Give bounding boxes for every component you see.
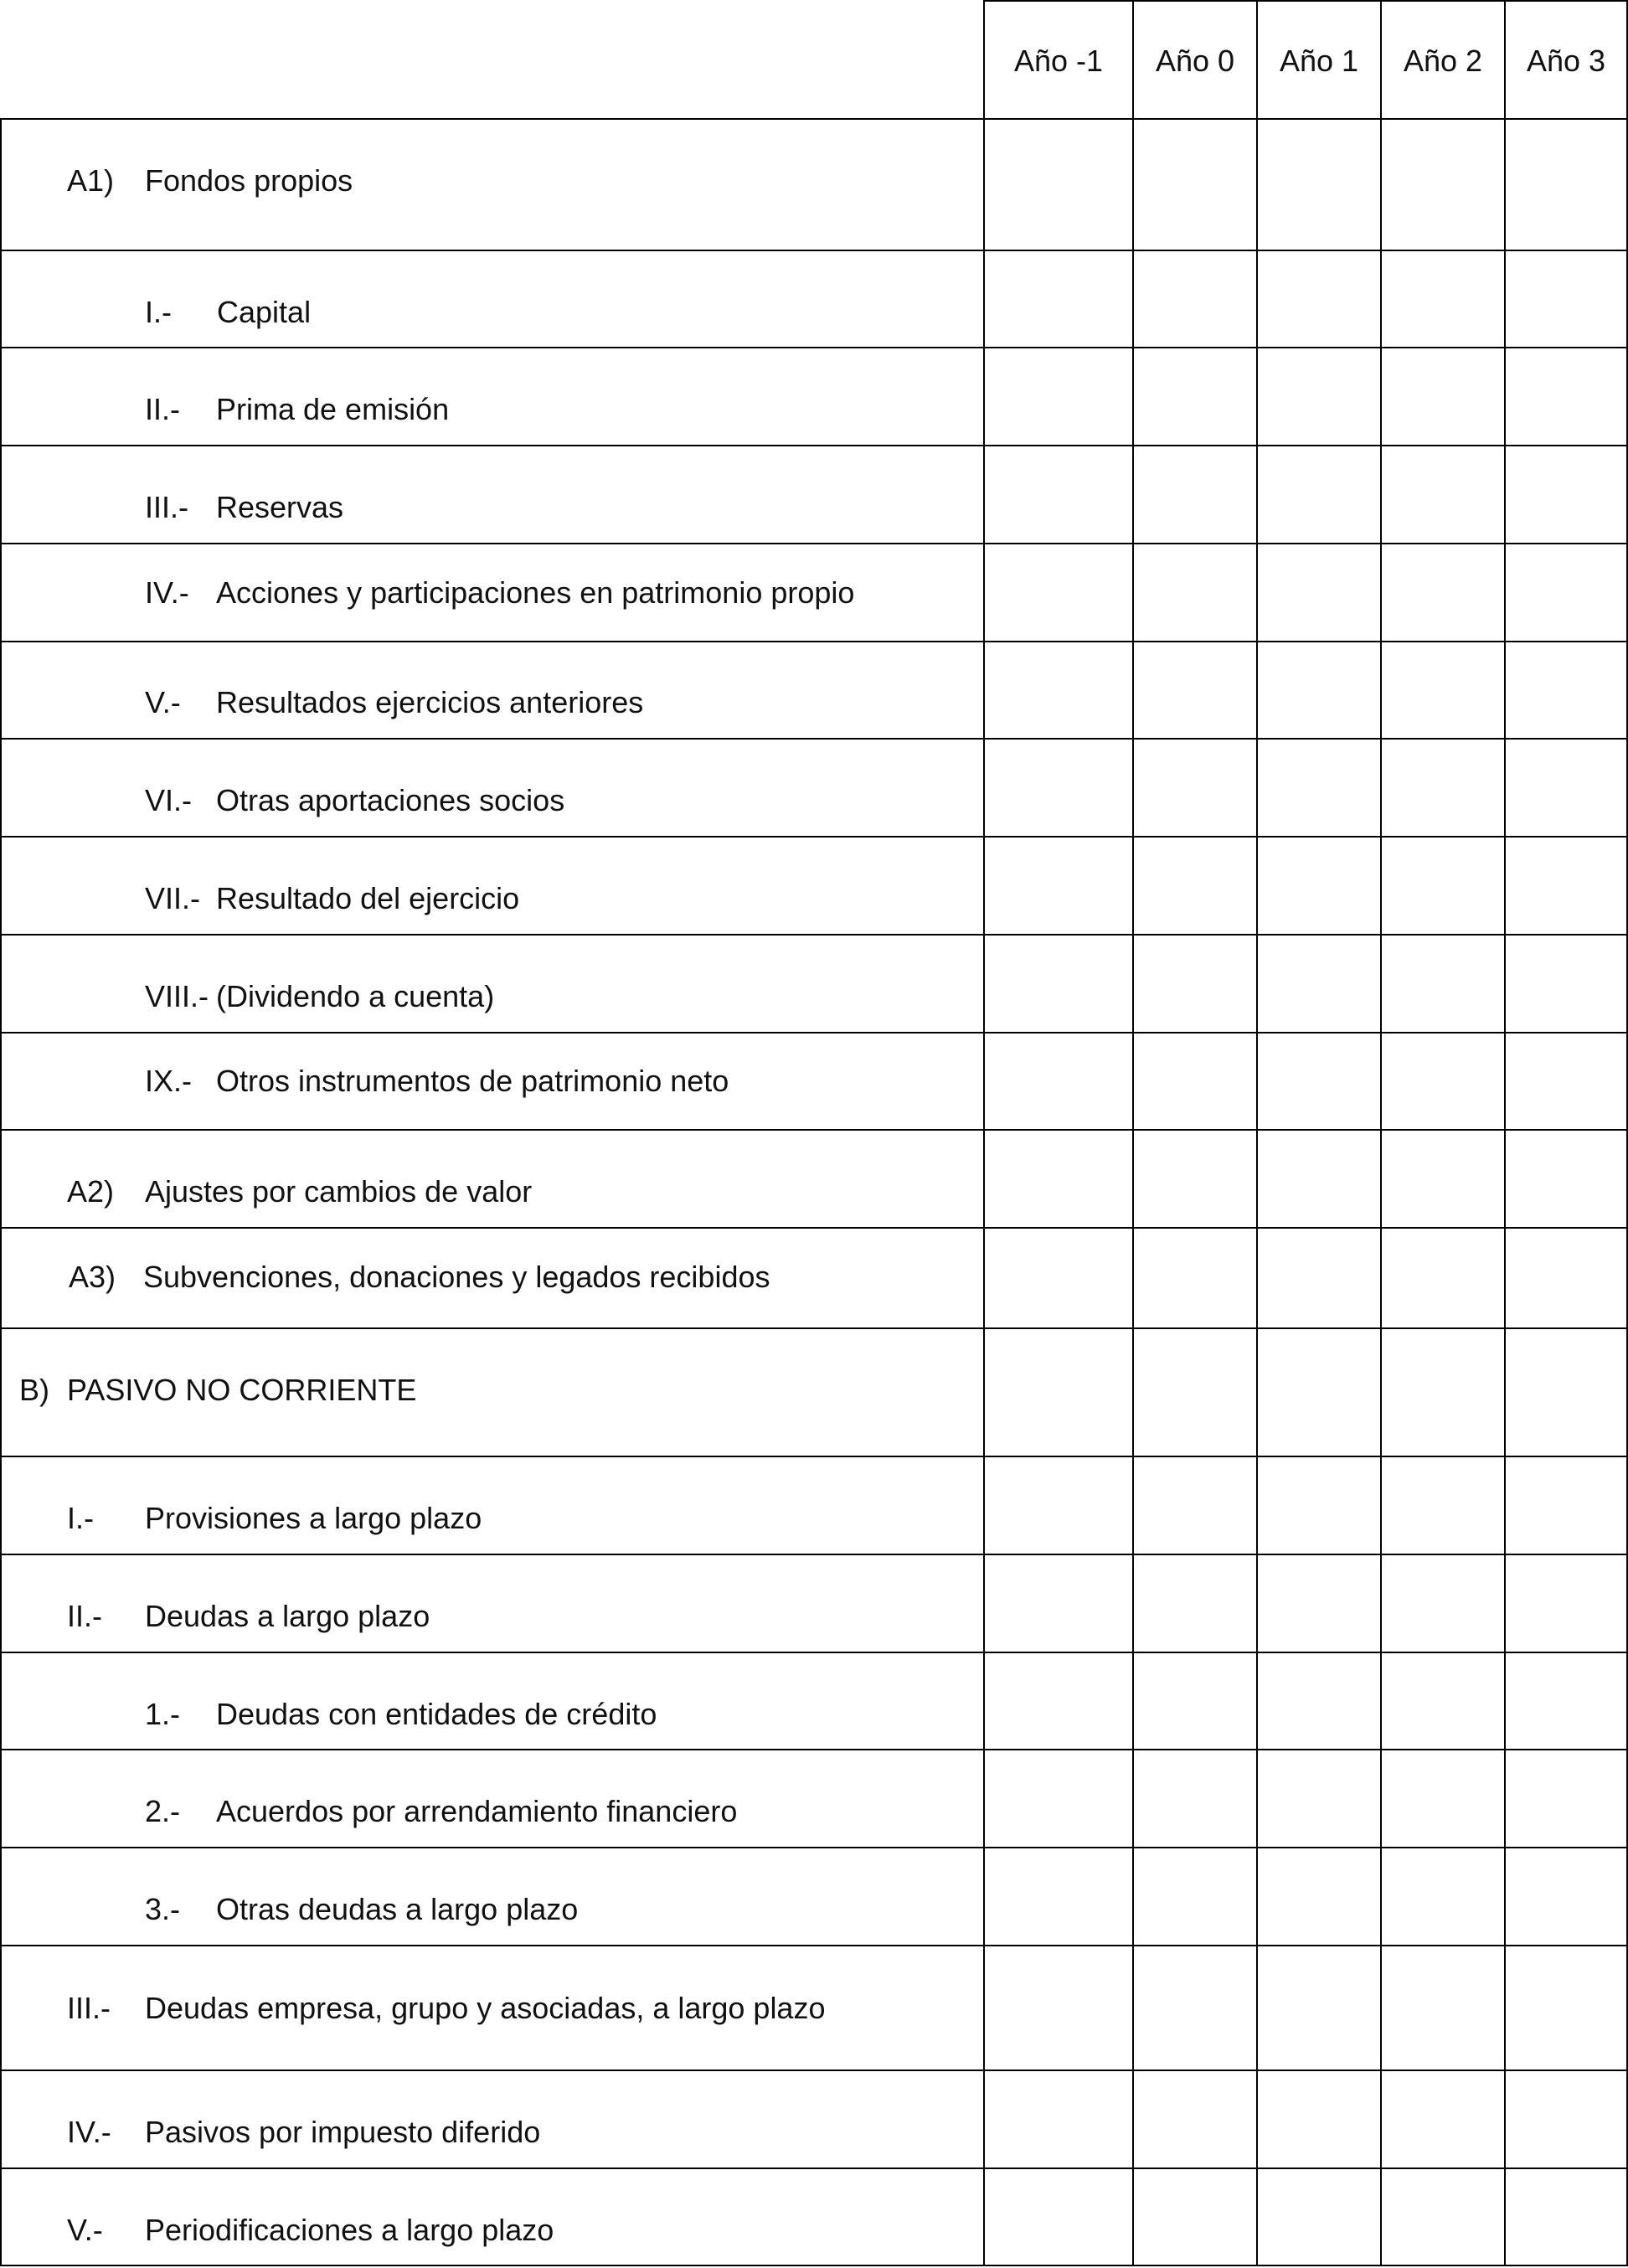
column-border [1504,0,1506,2266]
row-border [0,1847,1628,1848]
row-label: Capital [217,295,312,329]
row-border [0,1227,1628,1229]
column-border [1132,0,1134,2266]
header-col-year-3: Año 3 [1526,44,1606,78]
header-col-year-0: Año 0 [1155,44,1235,78]
header-col-year-1: Año 1 [1279,44,1359,78]
row-border [0,445,1628,446]
row-number: II.- [67,1599,102,1633]
column-border-left [0,118,2,2266]
row-label: Resultado del ejercicio [216,881,520,915]
row-label: Otras deudas a largo plazo [216,1892,579,1926]
row-border [0,2070,1628,2071]
row-border [0,1749,1628,1750]
row-number: II.- [145,392,180,426]
row-number: I.- [145,295,172,329]
row-border [0,2265,1628,2266]
row-label: Pasivos por impuesto diferido [145,2115,541,2149]
row-border [0,1554,1628,1555]
row-border [0,1652,1628,1653]
row-label: Reservas [216,490,344,524]
column-border [1380,0,1382,2266]
row-border [0,836,1628,838]
row-label: Acuerdos por arrendamiento financiero [216,1794,738,1828]
row-number: V.- [67,2213,103,2247]
column-border [1256,0,1258,2266]
row-number: V.- [145,685,181,719]
row-label: Acciones y participaciones en patrimonio propio [216,575,855,610]
row-border [0,1456,1628,1457]
row-label: Periodificaciones a largo plazo [145,2213,554,2247]
header-col-year-minus-1: Año -1 [1013,44,1104,78]
row-number: A3) [69,1260,116,1294]
row-number: IX.- [145,1064,193,1098]
header-col-year-2: Año 2 [1403,44,1483,78]
row-border [0,641,1628,642]
row-label: Provisiones a largo plazo [145,1501,482,1535]
row-label: Subvenciones, donaciones y legados recibidos [143,1260,770,1294]
row-border [0,934,1628,936]
row-label: Otras aportaciones socios [216,783,565,817]
row-label: Resultados ejercicios anteriores [216,685,644,719]
row-border [0,1129,1628,1131]
row-border [0,1945,1628,1946]
row-label: Otros instrumentos de patrimonio neto [216,1064,729,1098]
row-number: B) [19,1373,49,1407]
row-number: IV.- [145,575,189,610]
row-border [0,543,1628,544]
row-number: A2) [67,1174,115,1209]
row-number: VIII.- [145,979,209,1013]
row-label: PASIVO NO CORRIENTE [67,1373,417,1407]
row-number: 3.- [145,1892,181,1926]
row-label: Deudas empresa, grupo y asociadas, a largo plazo [145,1991,826,2025]
row-number: 1.- [145,1697,181,1731]
row-label: Fondos propios [145,163,353,198]
row-number: I.- [67,1501,94,1535]
row-border [0,2167,1628,2169]
row-label: Deudas con entidades de crédito [216,1697,657,1731]
row-label: Prima de emisión [216,392,450,426]
row-border [0,1327,1628,1329]
row-label: Deudas a largo plazo [145,1599,430,1633]
row-number: A1) [67,163,115,198]
column-border [983,0,985,2266]
row-number: VII.- [145,881,201,915]
row-number: VI.- [145,783,193,817]
row-border [0,250,1628,251]
row-number: III.- [145,490,188,524]
row-border [0,118,1628,120]
row-border [0,347,1628,348]
row-number: III.- [67,1991,111,2025]
header-top-border [983,0,1628,2]
row-number: 2.- [145,1794,181,1828]
row-number: IV.- [67,2115,111,2149]
row-border [0,738,1628,740]
row-label: (Dividendo a cuenta) [216,979,495,1013]
row-label: Ajustes por cambios de valor [145,1174,533,1209]
row-border [0,1032,1628,1033]
